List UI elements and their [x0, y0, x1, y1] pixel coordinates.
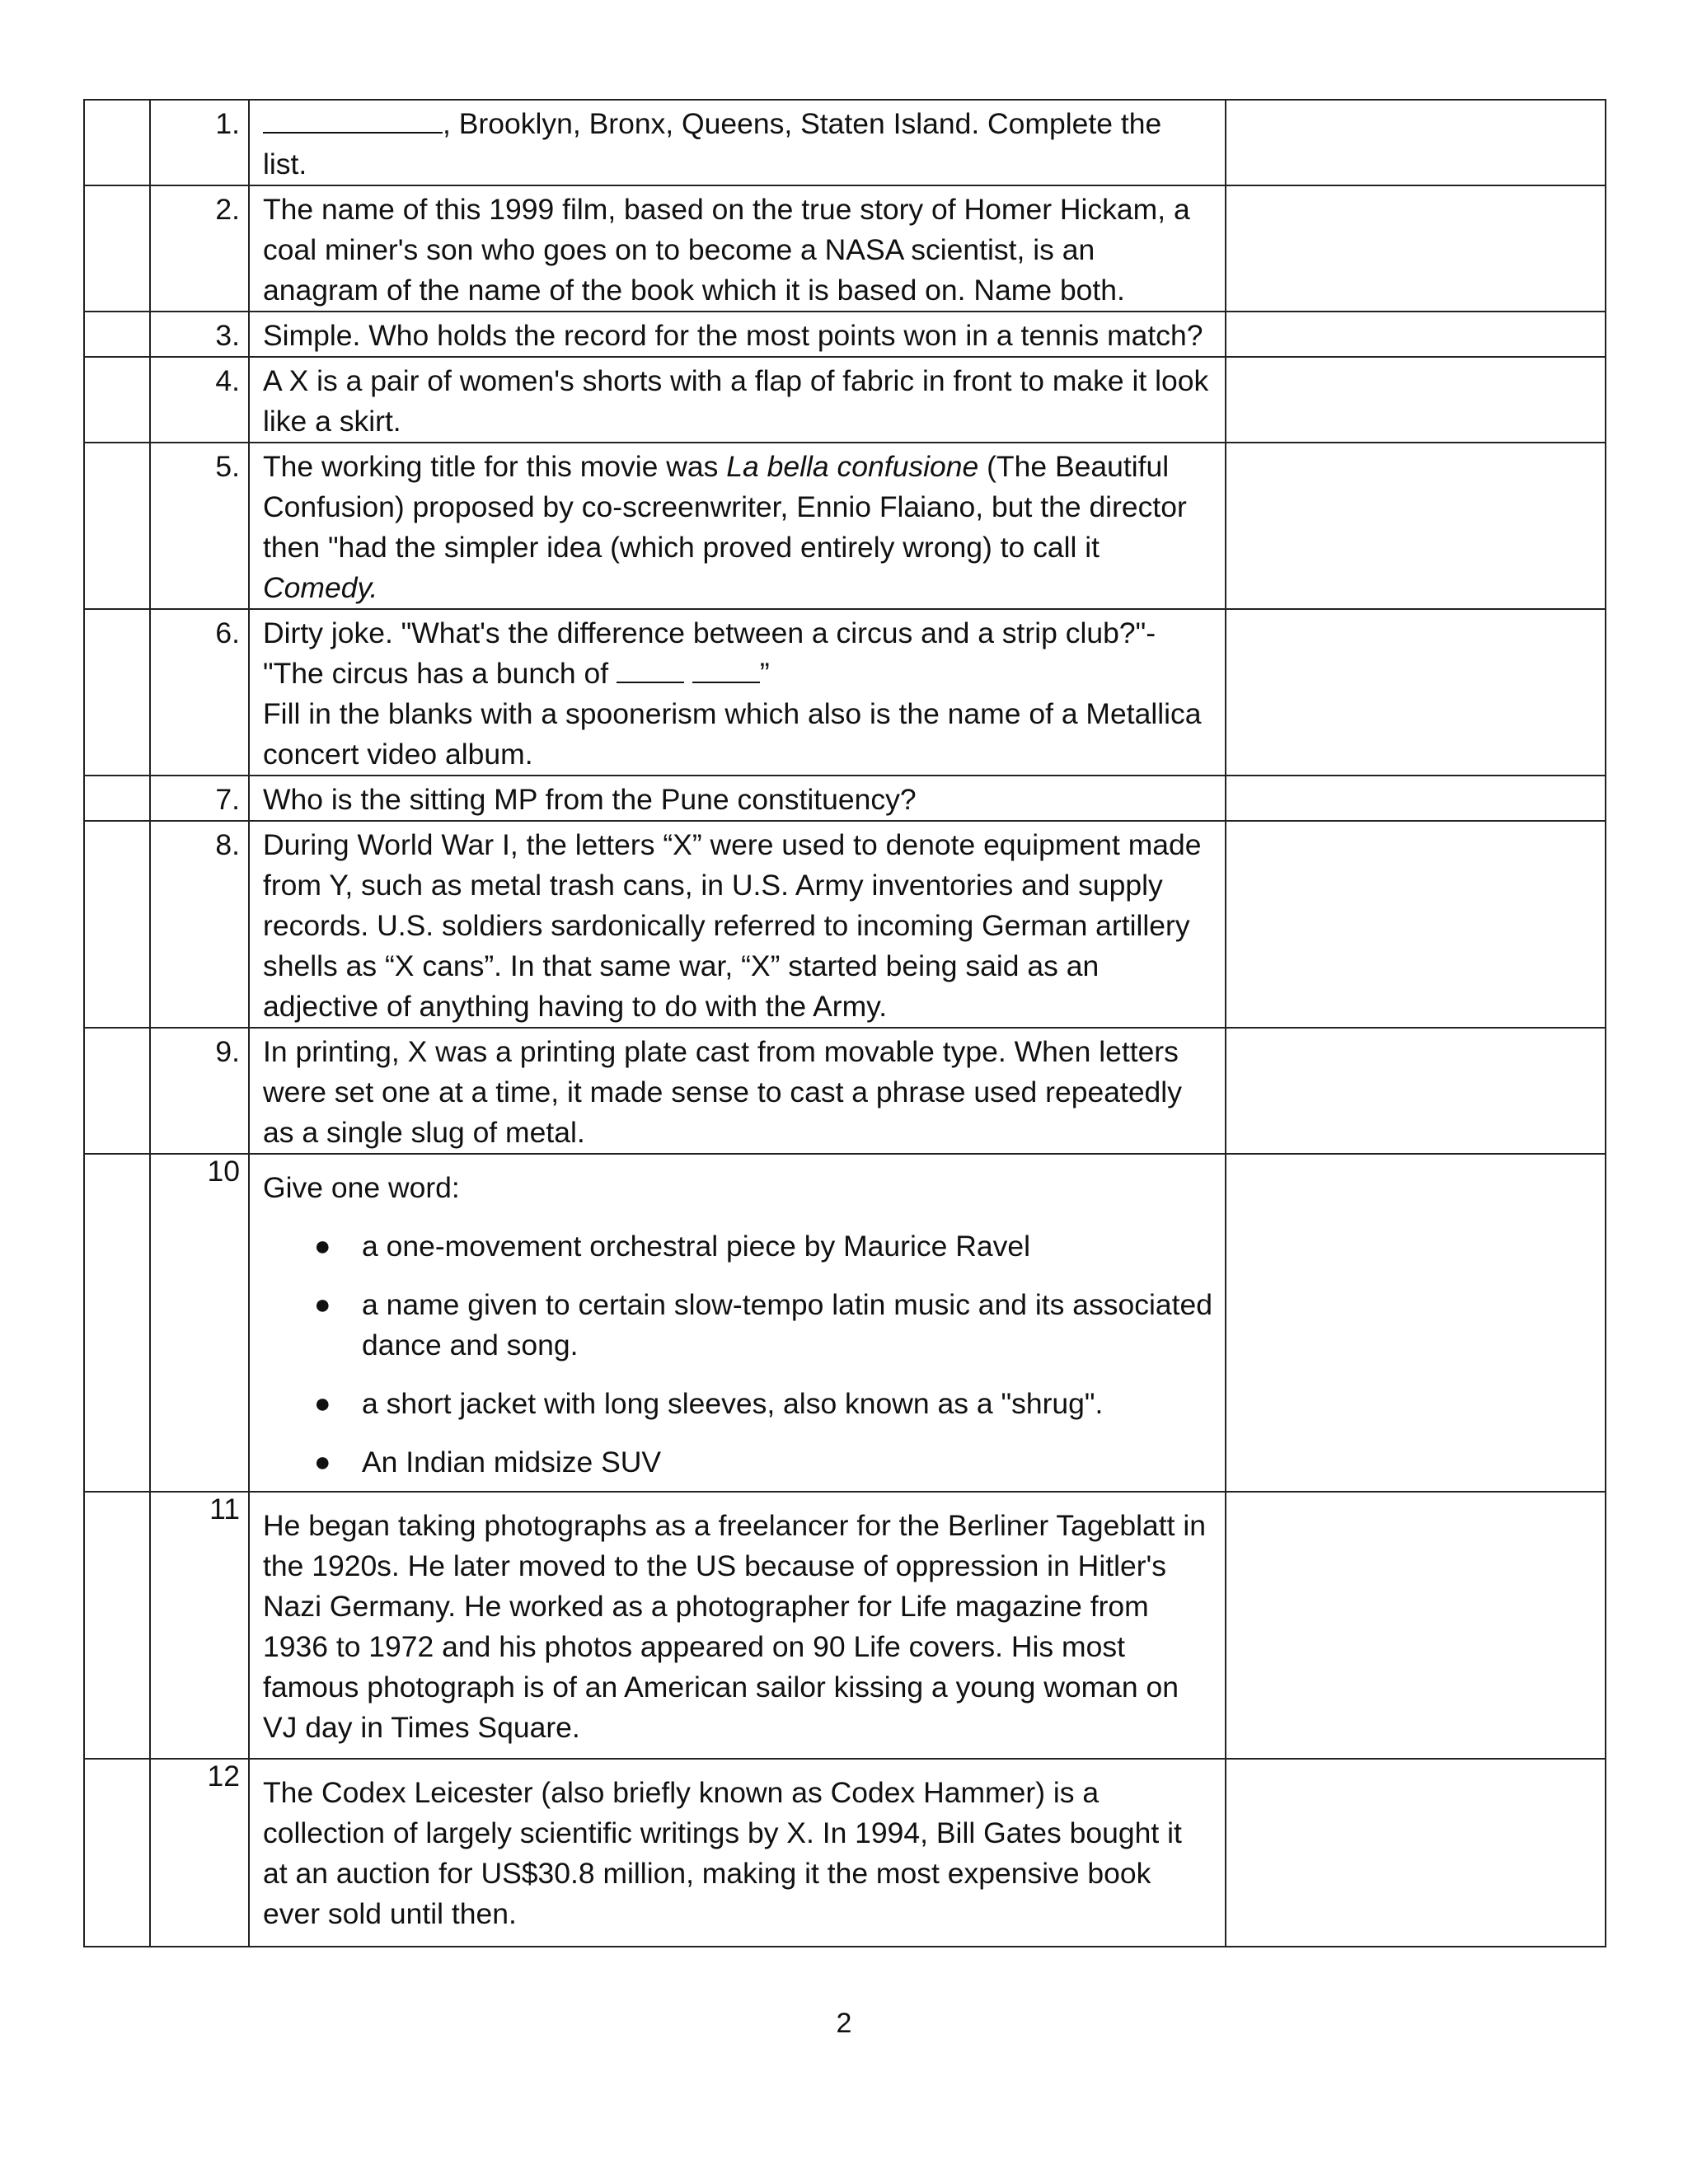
question-number: 6.	[150, 609, 249, 776]
table-row	[84, 821, 1606, 1028]
answer-cell[interactable]	[1226, 821, 1606, 1028]
bullet-icon: ●	[314, 1230, 331, 1262]
question-text: Give one word: ● a one-movement orchestral piece by Maurice Ravel ● a name given to certain slow-tempo latin music and its associated dance and song. ● a short jacket with long sleeves, also known as a "shrug". ● An Indian midsize SUV	[249, 1154, 1226, 1492]
answer-cell[interactable]	[1226, 776, 1606, 821]
table-row	[84, 443, 1606, 609]
margin-cell	[84, 1492, 150, 1759]
question-text: During World War I, the letters “X” were used to denote equipment made from Y, such as metal trash cans, in U.S. Army inventories and supply records. U.S. soldiers sardonically referred to incoming German artillery shells as “X cans”. In that same war, “X” started being said as an adjective of anything having to do with the Army.	[249, 821, 1226, 1028]
answer-cell[interactable]	[1226, 1154, 1606, 1492]
answer-cell[interactable]	[1226, 443, 1606, 609]
margin-cell	[84, 312, 150, 357]
margin-cell	[84, 1028, 150, 1154]
clue-list	[263, 1226, 1213, 1483]
question-number: 8.	[150, 821, 249, 1028]
table-row	[84, 1028, 1606, 1154]
question-number: 7.	[150, 776, 249, 821]
answer-cell[interactable]	[1226, 312, 1606, 357]
margin-cell	[84, 100, 150, 185]
question-text: The Codex Leicester (also briefly known as Codex Hammer) is a collection of largely scientific writings by X. In 1994, Bill Gates bought it at an auction for US$30.8 million, making it the most expensive book ever sold until then.	[249, 1759, 1226, 1947]
margin-cell	[84, 443, 150, 609]
question-number: 5.	[150, 443, 249, 609]
table-row	[84, 312, 1606, 357]
question-number: 4.	[150, 357, 249, 443]
margin-cell	[84, 185, 150, 312]
question-number: 10	[150, 1154, 249, 1492]
table-row	[84, 357, 1606, 443]
question-number: 12	[150, 1759, 249, 1947]
margin-cell	[84, 357, 150, 443]
question-text: He began taking photographs as a freelancer for the Berliner Tageblatt in the 1920s. He later moved to the US because of oppression in Hitler's Nazi Germany. He worked as a photographer for Life magazine from 1936 to 1972 and his photos appeared on 90 Life covers. His most famous photograph is of an American sailor kissing a young woman on VJ day in Times Square.	[249, 1492, 1226, 1759]
question-text: In printing, X was a printing plate cast from movable type. When letters were set one at a time, it made sense to cast a phrase used repeatedly as a single slug of metal.	[249, 1028, 1226, 1154]
margin-cell	[84, 776, 150, 821]
list-item: ● An Indian midsize SUV	[263, 1442, 1213, 1483]
answer-blank	[617, 654, 684, 683]
question-number: 9.	[150, 1028, 249, 1154]
answer-blank	[263, 104, 443, 134]
answer-cell[interactable]	[1226, 100, 1606, 185]
question-number: 3.	[150, 312, 249, 357]
bullet-icon: ●	[314, 1289, 331, 1320]
table-row	[84, 185, 1606, 312]
bullet-icon: ●	[314, 1446, 331, 1478]
list-item: ● a one-movement orchestral piece by Maurice Ravel	[263, 1226, 1213, 1267]
margin-cell	[84, 609, 150, 776]
margin-cell	[84, 821, 150, 1028]
page-number: 2	[836, 2008, 852, 2039]
quiz-sheet	[83, 99, 1605, 1947]
quiz-table	[83, 99, 1606, 1947]
table-row	[84, 609, 1606, 776]
answer-cell[interactable]	[1226, 357, 1606, 443]
question-text: Simple. Who holds the record for the most points won in a tennis match?	[249, 312, 1226, 357]
table-row	[84, 776, 1606, 821]
margin-cell	[84, 1154, 150, 1492]
table-row	[84, 100, 1606, 185]
table-row	[84, 1759, 1606, 1947]
answer-cell[interactable]	[1226, 1492, 1606, 1759]
question-text: , Brooklyn, Bronx, Queens, Staten Island. Complete the list.	[249, 100, 1226, 185]
answer-cell[interactable]	[1226, 1759, 1606, 1947]
question-number: 11	[150, 1492, 249, 1759]
question-text: The name of this 1999 film, based on the true story of Homer Hickam, a coal miner's son who goes on to become a NASA scientist, is an anagram of the name of the book which it is based on. Name both.	[249, 185, 1226, 312]
table-row	[84, 1154, 1606, 1492]
question-number: 1.	[150, 100, 249, 185]
list-item: ● a short jacket with long sleeves, also known as a "shrug".	[263, 1384, 1213, 1424]
bullet-icon: ●	[314, 1388, 331, 1419]
answer-blank	[692, 654, 760, 683]
question-text: The working title for this movie was La bella confusione (The Beautiful Confusion) proposed by co-screenwriter, Ennio Flaiano, but the director then "had the simpler idea (which proved entirely wrong) to call it Comedy.	[249, 443, 1226, 609]
table-row	[84, 1492, 1606, 1759]
question-text: Dirty joke. "What's the difference between a circus and a strip club?"- "The circus has a bunch of ” Fill in the blanks with a spoonerism which also is the name of a Metallica concert video album.	[249, 609, 1226, 776]
answer-cell[interactable]	[1226, 185, 1606, 312]
margin-cell	[84, 1759, 150, 1947]
list-item: ● a name given to certain slow-tempo latin music and its associated dance and song.	[263, 1285, 1213, 1366]
answer-cell[interactable]	[1226, 609, 1606, 776]
question-text: Who is the sitting MP from the Pune constituency?	[249, 776, 1226, 821]
question-number: 2.	[150, 185, 249, 312]
question-text: A X is a pair of women's shorts with a flap of fabric in front to make it look like a skirt.	[249, 357, 1226, 443]
answer-cell[interactable]	[1226, 1028, 1606, 1154]
